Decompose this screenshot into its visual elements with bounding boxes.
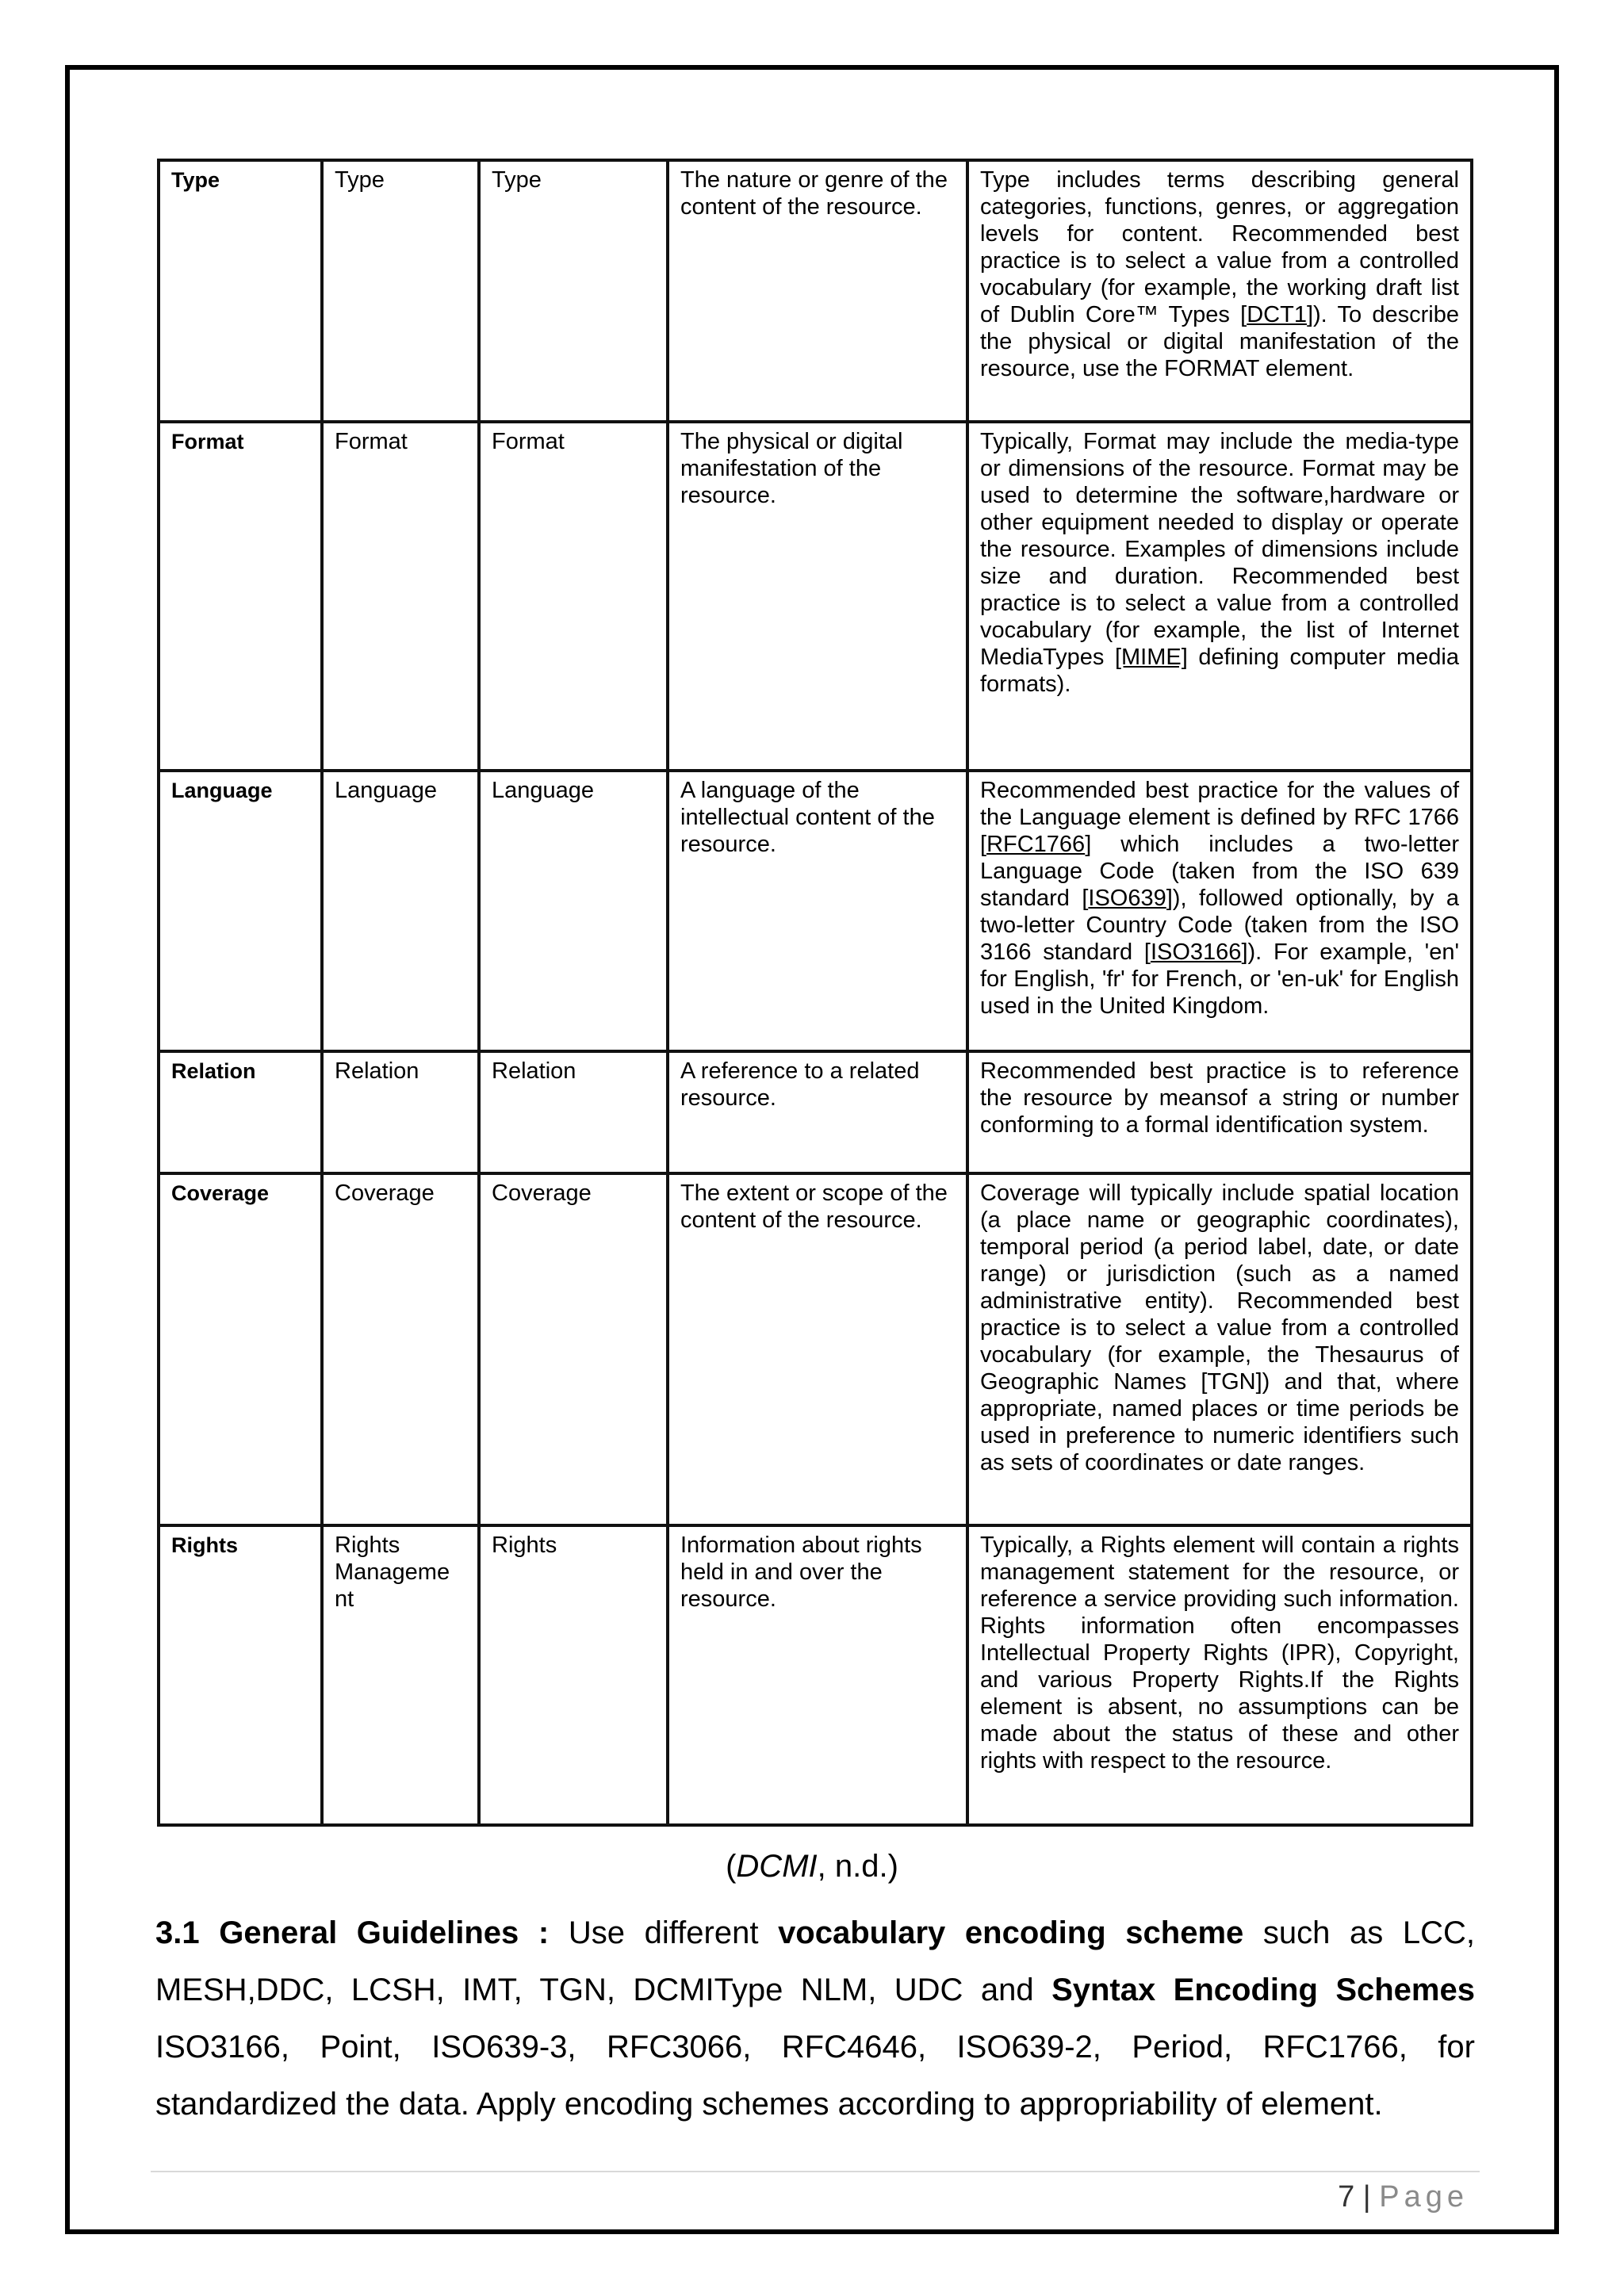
definition-cell: A reference to a related resource. [668, 1051, 967, 1173]
definition-cell: The physical or digital manifestation of the resource. [668, 422, 967, 771]
comment-cell: Recommended best practice for the values of the Language element is defined by RFC 1766 [RFC1766] which includes a two-letter Language Code (taken from the ISO 639 standard [ISO639]), followed optionally, by a two-letter Country Code (taken from the ISO 3166 standard [ISO3166]). For example, 'en' for English, 'fr' for French, or 'en-uk' for English used in the United Kingdom. [967, 771, 1472, 1051]
table-row [159, 1051, 1472, 1173]
table-row [159, 422, 1472, 771]
element-name-cell: Type [159, 160, 322, 422]
page-footer: 7 | Page [1338, 2180, 1469, 2214]
reference-link[interactable]: RFC1766 [986, 832, 1086, 857]
term-cell: Rights [479, 1525, 668, 1825]
term-cell: Format [479, 422, 668, 771]
reference-link[interactable]: [MIME] [1114, 645, 1188, 670]
element-name-cell: Language [159, 771, 322, 1051]
label-cell: Language [322, 771, 479, 1051]
definition-cell: The extent or scope of the content of the resource. [668, 1173, 967, 1525]
element-name-cell: Relation [159, 1051, 322, 1173]
table-row [159, 1173, 1472, 1525]
definition-cell: The nature or genre of the content of the resource. [668, 160, 967, 422]
comment-cell: Typically, a Rights element will contain a rights management statement for the resource, or reference a service providing such information. Rights information often encompasses Intellectual Property Rights (IPR), Copyright, and various Property Rights.If the Rights element is absent, no assumptions can be made about the status of these and other rights with respect to the resource. [967, 1525, 1472, 1825]
label-cell: Coverage [322, 1173, 479, 1525]
comment-cell: Typically, Format may include the media-type or dimensions of the resource. Format may be used to determine the software,hardware or other equipment needed to display or operate the resource. Examples of dimensions include size and duration. Recommended best practice is to select a value from a controlled vocabulary (for example, the list of Internet MediaTypes [MIME] defining computer media formats). [967, 422, 1472, 771]
metadata-elements-table [157, 159, 1473, 1827]
table-row [159, 160, 1472, 422]
comment-cell: Coverage will typically include spatial location (a place name or geographic coordinates), temporal period (a period label, date, or date range) or jurisdiction (such as a named administrative entity). Recommended best practice is to select a value from a controlled vocabulary (for example, the Thesaurus of Geographic Names [TGN]) and that, where appropriate, named places or time periods be used in preference to numeric identifiers such as sets of coordinates or date ranges. [967, 1173, 1472, 1525]
emphasis-term: vocabulary encoding scheme [778, 1915, 1244, 1950]
reference-link[interactable]: DCT1 [1247, 302, 1307, 327]
page-number: 7 [1338, 2180, 1355, 2214]
comment-cell: Recommended best practice is to reference the resource by meansof a string or number conforming to a formal identification system. [967, 1051, 1472, 1173]
label-cell: Format [322, 422, 479, 771]
element-name-cell: Format [159, 422, 322, 771]
definition-cell: A language of the intellectual content of the resource. [668, 771, 967, 1051]
comment-cell: Type includes terms describing general categories, functions, genres, or aggregation levels for content. Recommended best practice is to select a value from a controlled vocabulary (for example, the working draft list of Dublin Core™ Types [DCT1]). To describe the physical or digital manifestation of the resource, use the FORMAT element. [967, 160, 1472, 422]
label-cell: Rights Manageme nt [322, 1525, 479, 1825]
term-cell: Language [479, 771, 668, 1051]
reference-link[interactable]: ISO3166 [1150, 939, 1242, 965]
definition-cell: Information about rights held in and over the resource. [668, 1525, 967, 1825]
section-heading: 3.1 General Guidelines : [155, 1915, 550, 1950]
page-label: Page [1379, 2180, 1469, 2214]
citation-source: DCMI [736, 1849, 818, 1884]
term-cell: Relation [479, 1051, 668, 1173]
table-row [159, 771, 1472, 1051]
term-cell: Type [479, 160, 668, 422]
guidelines-paragraph: 3.1 General Guidelines : Use different vocabulary encoding scheme such as LCC, MESH,DDC, LCSH, IMT, TGN, DCMIType NLM, UDC and Syntax Encoding Schemes ISO3166, Point, ISO639-3, RFC3066, RFC4646, ISO639-2, Period, RFC1766, for standardized the data. Apply encoding schemes according to appropriability of element. [155, 1915, 1476, 2122]
citation: (DCMI, n.d.) [726, 1849, 898, 1884]
reference-link[interactable]: ISO639 [1088, 886, 1166, 911]
table-row [159, 1525, 1472, 1825]
footer-divider [151, 2171, 1480, 2172]
label-cell: Type [322, 160, 479, 422]
term-cell: Coverage [479, 1173, 668, 1525]
element-name-cell: Coverage [159, 1173, 322, 1525]
emphasis-term: Syntax Encoding Schemes [1051, 1973, 1475, 2007]
label-cell: Relation [322, 1051, 479, 1173]
element-name-cell: Rights [159, 1525, 322, 1825]
